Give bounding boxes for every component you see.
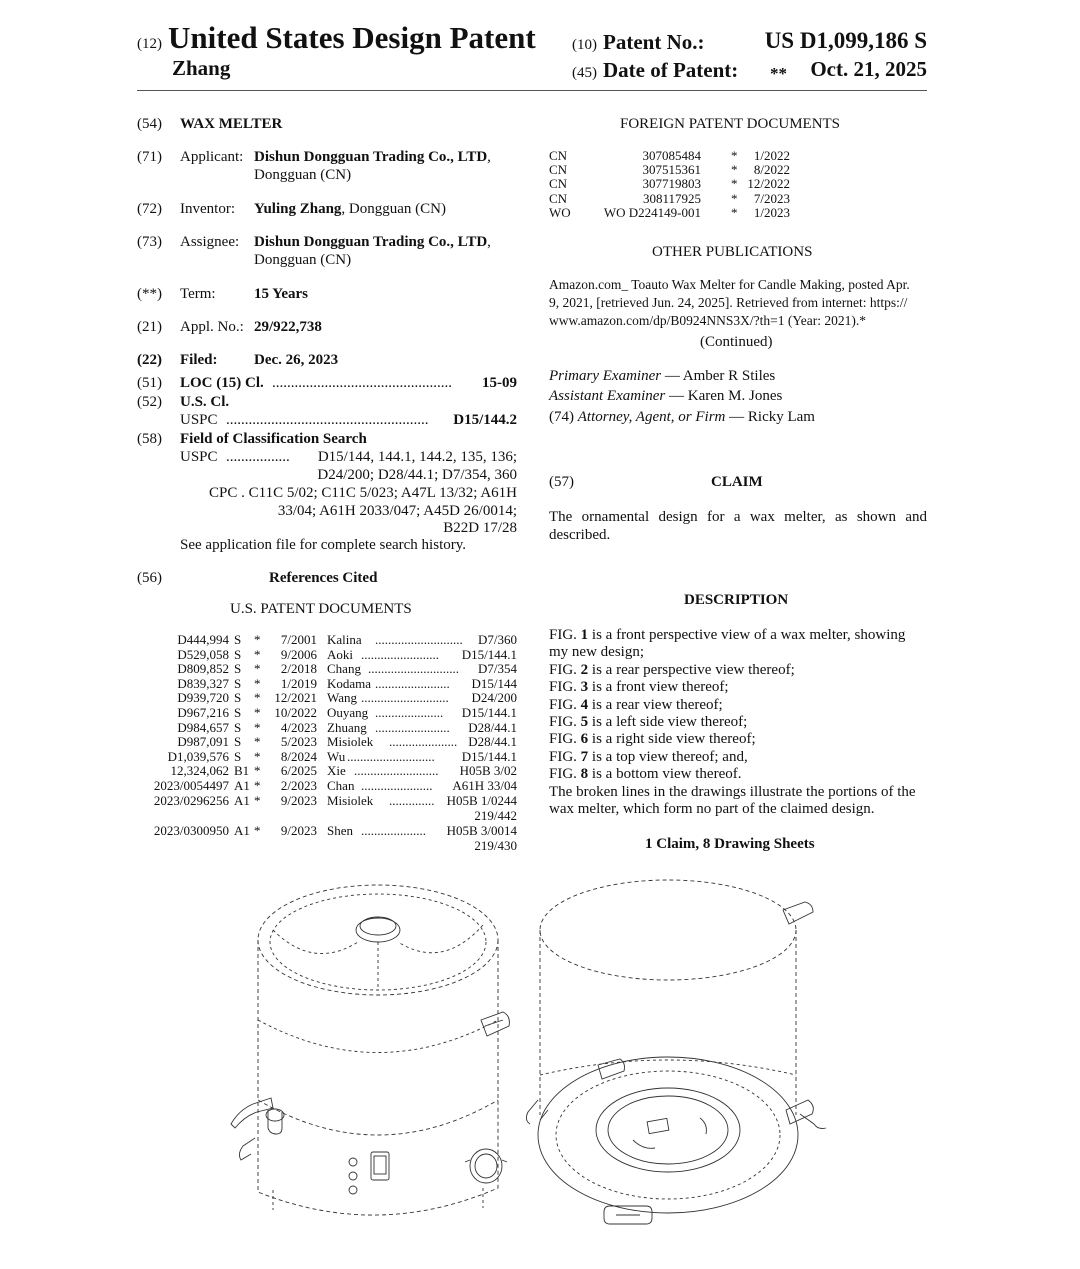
foreign-star: * xyxy=(731,162,738,178)
ref-star: * xyxy=(254,822,261,838)
figure-line xyxy=(549,766,741,783)
fig-prefix: FIG. xyxy=(549,748,581,765)
attorney: (74) Attorney, Agent, or Firm — Ricky Lam xyxy=(549,409,815,425)
ref-number: 2023/0300950 xyxy=(153,822,229,838)
fig-number: 6 xyxy=(580,731,589,748)
figure-line xyxy=(549,714,747,731)
foreign-number: 308117925 xyxy=(642,190,701,206)
ref-number: D967,216 xyxy=(177,705,229,720)
field-line-3: CPC . C11C 5/02; C11C 5/023; A47L 13/32; A61H xyxy=(209,485,517,501)
figure-line xyxy=(549,679,729,696)
ref-name: Wang xyxy=(327,690,357,706)
ref-kind: B1 xyxy=(234,763,250,779)
design-title: WAX MELTER xyxy=(180,116,283,132)
ref-number: D939,720 xyxy=(177,690,229,706)
refs-label: References Cited xyxy=(269,570,378,586)
other-pub-line-3: www.amazon.com/dp/B0924NNS3X/?th=1 (Year: 2021).* xyxy=(549,313,866,328)
ref-kind: S xyxy=(234,675,242,691)
inventor-surname: Zhang xyxy=(172,56,231,80)
ref-class: D15/144.1 xyxy=(461,748,517,764)
ref-name: Misiolek xyxy=(327,734,374,750)
foreign-ref-row xyxy=(0,148,800,162)
foreign-date: 8/2022 xyxy=(753,162,790,178)
ref-name: Kodama xyxy=(327,675,372,691)
foreign-date: 1/2023 xyxy=(753,204,790,220)
ref-leader: ........................... xyxy=(347,748,435,764)
field-code: (58) xyxy=(137,431,162,447)
foreign-date: 12/2022 xyxy=(747,176,790,192)
ref-date: 2/2018 xyxy=(280,661,317,677)
ref-leader: .............. xyxy=(389,792,435,808)
ref-name: Shen xyxy=(327,822,353,838)
ref-leader: .................... xyxy=(361,822,426,838)
fig-text: is a rear view thereof; xyxy=(588,696,723,713)
ref-date: 7/2001 xyxy=(280,632,317,647)
figure-line xyxy=(549,697,723,714)
ref-date: 8/2024 xyxy=(280,748,317,764)
appl-value: 29/922,738 xyxy=(254,319,322,335)
ref-name: Ouyang xyxy=(327,705,369,720)
claim-line-2: described. xyxy=(549,527,611,543)
inventor-code: (72) xyxy=(137,201,162,217)
ref-number: 12,324,062 xyxy=(170,763,229,779)
foreign-star: * xyxy=(731,176,738,192)
fig-number: 4 xyxy=(580,696,589,713)
ref-star: * xyxy=(254,734,261,750)
fig-text: is a front perspective view of a wax melter, showing xyxy=(588,627,906,643)
field-uspc-leader: ................. xyxy=(226,449,290,465)
ref-class: D7/360 xyxy=(478,632,517,647)
other-pub-line-1: Amazon.com_ Toauto Wax Melter for Candle Making, posted Apr. xyxy=(549,277,910,292)
fig-prefix: FIG. xyxy=(549,766,581,783)
figure-line xyxy=(549,784,916,801)
ref-class-2: 219/442 xyxy=(474,807,517,823)
fig-text: is a right side view thereof; xyxy=(588,731,756,748)
ref-kind: A1 xyxy=(234,822,250,838)
us-ref-row xyxy=(0,763,540,778)
fig-prefix: FIG. xyxy=(549,714,581,730)
ref-number: D839,327 xyxy=(177,675,229,691)
ref-class: D28/44.1 xyxy=(468,734,517,750)
ref-star: * xyxy=(254,792,261,808)
fig-number: 3 xyxy=(580,679,589,696)
ref-class: D15/144 xyxy=(471,675,517,691)
fig-text: The broken lines in the drawings illustrate the portions of the xyxy=(549,783,916,800)
fig-text: is a rear perspective view thereof; xyxy=(588,661,795,678)
fig-number: 7 xyxy=(580,748,589,765)
patent-number-label: (10) Patent No.: xyxy=(572,30,705,54)
term-value: 15 Years xyxy=(254,286,309,302)
ref-name: Misiolek xyxy=(327,792,374,808)
term-code: (**) xyxy=(137,286,162,302)
us-ref-row xyxy=(0,822,540,853)
foreign-date: 1/2022 xyxy=(753,148,790,163)
ref-leader: ....................... xyxy=(375,675,450,691)
foreign-star: * xyxy=(731,190,738,206)
uspc-leader: ...................................................... xyxy=(226,412,429,428)
ref-date: 12/2021 xyxy=(274,690,317,706)
ref-date: 9/2023 xyxy=(280,792,317,808)
ref-name: Chan xyxy=(327,778,355,793)
ref-class: D7/354 xyxy=(478,661,517,677)
continued-note: (Continued) xyxy=(700,334,773,350)
ref-class-2: 219/430 xyxy=(474,837,517,853)
foreign-country: CN xyxy=(549,148,568,163)
figure-line xyxy=(549,662,795,679)
assignee-location: Dongguan (CN) xyxy=(254,252,352,268)
ref-kind: S xyxy=(234,734,242,750)
filed-label: Filed: xyxy=(180,352,218,368)
fig-prefix: FIG. xyxy=(549,661,581,678)
foreign-number: 307515361 xyxy=(642,162,701,178)
inventor-label: Inventor: xyxy=(180,201,235,217)
assignee-code: (73) xyxy=(137,234,162,250)
refs-code: (56) xyxy=(137,570,162,586)
fig-number: 1 xyxy=(580,627,589,643)
us-docs-label: U.S. PATENT DOCUMENTS xyxy=(230,601,412,617)
ref-kind: S xyxy=(234,646,242,662)
title-code: (54) xyxy=(137,116,162,132)
ref-leader: ....................... xyxy=(375,719,450,735)
foreign-country: CN xyxy=(549,162,568,178)
ref-star: * xyxy=(254,646,261,662)
fig-number: 8 xyxy=(580,766,589,783)
foreign-ref-row xyxy=(0,176,800,190)
ref-leader: .......................... xyxy=(354,763,439,779)
ref-number: D444,994 xyxy=(177,632,229,647)
ref-number: D809,852 xyxy=(177,661,229,677)
loc-leader: ................................................ xyxy=(272,375,452,391)
fig-text: is a left side view thereof; xyxy=(588,714,748,730)
ref-leader: ............................ xyxy=(368,661,459,677)
field-uspc-label: USPC xyxy=(180,449,218,465)
field-line-1: D15/144, 144.1, 144.2, 135, 136; xyxy=(317,449,517,465)
ref-number: D987,091 xyxy=(177,734,229,750)
term-label: Term: xyxy=(180,286,216,302)
figure-line xyxy=(549,801,875,818)
ref-class: H05B 3/02 xyxy=(459,763,517,779)
loc-code: (51) xyxy=(137,375,162,391)
fig-prefix: FIG. xyxy=(549,679,581,696)
foreign-number: 307085484 xyxy=(642,148,701,163)
applicant-code: (71) xyxy=(137,149,162,165)
ref-kind: S xyxy=(234,748,242,764)
ref-class: D15/144.1 xyxy=(461,646,517,662)
ref-kind: A1 xyxy=(234,778,250,793)
ref-leader: ........................... xyxy=(361,690,449,706)
ref-number: D529,058 xyxy=(177,646,229,662)
uspc-value: D15/144.2 xyxy=(453,412,517,428)
us-ref-row xyxy=(0,734,540,749)
ref-star: * xyxy=(254,632,261,647)
ref-leader: ..................... xyxy=(375,705,444,720)
header-rule xyxy=(137,90,927,91)
fig-number: 5 xyxy=(580,714,589,730)
ref-class: D28/44.1 xyxy=(468,719,517,735)
ref-date: 1/2019 xyxy=(280,675,317,691)
applicant-label: Applicant: xyxy=(180,149,244,165)
ref-name: Xie xyxy=(327,763,346,779)
ref-date: 10/2022 xyxy=(274,705,317,720)
claim-line-1: The ornamental design for a wax melter, as shown and xyxy=(549,509,927,525)
figure-line xyxy=(549,644,644,661)
ref-leader: ........................ xyxy=(361,646,439,662)
ref-kind: S xyxy=(234,719,242,735)
fig-prefix: FIG. xyxy=(549,696,581,713)
field-label: Field of Classification Search xyxy=(180,431,367,447)
inventor-name: Yuling Zhang, Dongguan (CN) xyxy=(254,201,446,217)
foreign-star: * xyxy=(731,204,738,220)
ref-kind: S xyxy=(234,661,242,677)
ref-star: * xyxy=(254,763,261,779)
filed-code: (22) xyxy=(137,352,162,368)
ref-kind: S xyxy=(234,705,242,720)
appl-label: Appl. No.: xyxy=(180,319,244,335)
fig-number: 2 xyxy=(580,661,589,678)
us-ref-row xyxy=(0,690,540,705)
ref-star: * xyxy=(254,661,261,677)
ref-kind: S xyxy=(234,632,242,647)
ref-leader: ...................... xyxy=(361,778,433,793)
ref-star: * xyxy=(254,675,261,691)
ref-name: Chang xyxy=(327,661,361,677)
loc-label: LOC (15) Cl. xyxy=(180,375,264,391)
ref-date: 5/2023 xyxy=(280,734,317,750)
foreign-ref-row xyxy=(0,205,800,219)
field-line-5: B22D 17/28 xyxy=(443,520,517,536)
ref-number: D984,657 xyxy=(177,719,229,735)
ref-number: 2023/0296256 xyxy=(153,792,229,808)
wax-melter-front-drawing xyxy=(213,870,533,1240)
assignee-label: Assignee: xyxy=(180,234,240,250)
assistant-examiner: Assistant Examiner — Karen M. Jones xyxy=(549,388,783,404)
foreign-number: WO D224149-001 xyxy=(603,204,701,220)
ref-name: Kalina xyxy=(327,632,362,647)
ref-name: Zhuang xyxy=(327,719,367,735)
ref-class: H05B 3/0014 xyxy=(446,822,517,838)
figure-line xyxy=(549,749,748,766)
fig-text: wax melter, which form no part of the claimed design. xyxy=(549,801,875,817)
us-ref-row xyxy=(0,632,540,647)
figure-line xyxy=(549,731,756,748)
fig-text: is a top view thereof; and, xyxy=(588,748,748,765)
ref-class: H05B 1/0244 xyxy=(446,792,517,808)
ref-name: Aoki xyxy=(327,646,353,662)
ref-date: 9/2006 xyxy=(280,646,317,662)
figure-line xyxy=(549,627,905,644)
us-ref-row xyxy=(0,778,540,793)
filed-value: Dec. 26, 2023 xyxy=(254,352,339,368)
ref-kind: S xyxy=(234,690,242,706)
ref-class: D24/200 xyxy=(471,690,517,706)
us-ref-row xyxy=(0,720,540,735)
foreign-ref-row xyxy=(0,162,800,176)
ref-leader: ........................... xyxy=(375,632,463,647)
other-pubs-label: OTHER PUBLICATIONS xyxy=(652,244,813,260)
ref-date: 4/2023 xyxy=(280,719,317,735)
ref-date: 6/2025 xyxy=(280,763,317,779)
ref-class: D15/144.1 xyxy=(461,705,517,720)
foreign-star: * xyxy=(731,148,738,163)
claim-heading: CLAIM xyxy=(711,474,763,490)
patent-date: Oct. 21, 2025 xyxy=(810,57,927,81)
ref-kind: A1 xyxy=(234,792,250,808)
ref-star: * xyxy=(254,778,261,793)
us-ref-row xyxy=(0,661,540,676)
ref-number: D1,039,576 xyxy=(167,748,229,764)
date-of-patent-label: (45) Date of Patent: xyxy=(572,58,739,82)
field-line-6: See application file for complete search history. xyxy=(180,537,467,553)
patent-type-title: (12) United States Design Patent xyxy=(137,20,536,55)
field-line-2: D24/200; D28/44.1; D7/354, 360 xyxy=(317,467,517,483)
ref-date: 9/2023 xyxy=(280,822,317,838)
assignee-name: Dishun Dongguan Trading Co., LTD, xyxy=(254,234,491,250)
us-ref-row xyxy=(0,792,540,823)
applicant-location: Dongguan (CN) xyxy=(254,167,352,183)
uspc-label: USPC xyxy=(180,412,218,428)
foreign-country: WO xyxy=(549,204,571,220)
foreign-docs-label: FOREIGN PATENT DOCUMENTS xyxy=(620,116,841,132)
other-pub-line-2: 9, 2021, [retrieved Jun. 24, 2025]. Retrieved from internet: https:// xyxy=(549,295,908,310)
applicant-name: Dishun Dongguan Trading Co., LTD, xyxy=(254,149,491,165)
ref-star: * xyxy=(254,690,261,706)
us-ref-row xyxy=(0,749,540,764)
fig-text: my new design; xyxy=(549,644,644,661)
fig-prefix: FIG. xyxy=(549,627,581,643)
ref-number: 2023/0054497 xyxy=(153,778,229,793)
ref-star: * xyxy=(254,719,261,735)
fig-text: is a front view thereof; xyxy=(588,679,729,696)
date-mark: ** xyxy=(770,64,787,83)
wax-melter-rear-drawing xyxy=(528,870,838,1240)
fig-prefix: FIG. xyxy=(549,731,581,748)
field-line-4: 33/04; A61H 2033/047; A45D 26/0014; xyxy=(277,503,517,519)
foreign-number: 307719803 xyxy=(642,176,701,192)
ref-star: * xyxy=(254,705,261,720)
primary-examiner: Primary Examiner — Amber R Stiles xyxy=(549,368,776,384)
foreign-country: CN xyxy=(549,190,568,206)
uscl-code: (52) xyxy=(137,394,162,410)
ref-class: A61H 33/04 xyxy=(452,778,517,793)
uscl-label: U.S. Cl. xyxy=(180,394,230,410)
us-ref-row xyxy=(0,705,540,720)
fig-text: is a bottom view thereof. xyxy=(588,766,742,783)
foreign-country: CN xyxy=(549,176,568,192)
ref-star: * xyxy=(254,748,261,764)
claims-sheets: 1 Claim, 8 Drawing Sheets xyxy=(645,836,815,852)
loc-value: 15-09 xyxy=(482,375,517,391)
us-ref-row xyxy=(0,647,540,662)
appl-code: (21) xyxy=(137,319,162,335)
foreign-ref-row xyxy=(0,191,800,205)
ref-date: 2/2023 xyxy=(280,778,317,793)
us-ref-row xyxy=(0,676,540,691)
patent-number: US D1,099,186 S xyxy=(764,28,927,53)
ref-leader: ..................... xyxy=(389,734,458,750)
claim-code: (57) xyxy=(549,474,574,490)
ref-name: Wu xyxy=(327,748,346,764)
foreign-date: 7/2023 xyxy=(753,190,790,206)
description-heading: DESCRIPTION xyxy=(684,592,789,608)
